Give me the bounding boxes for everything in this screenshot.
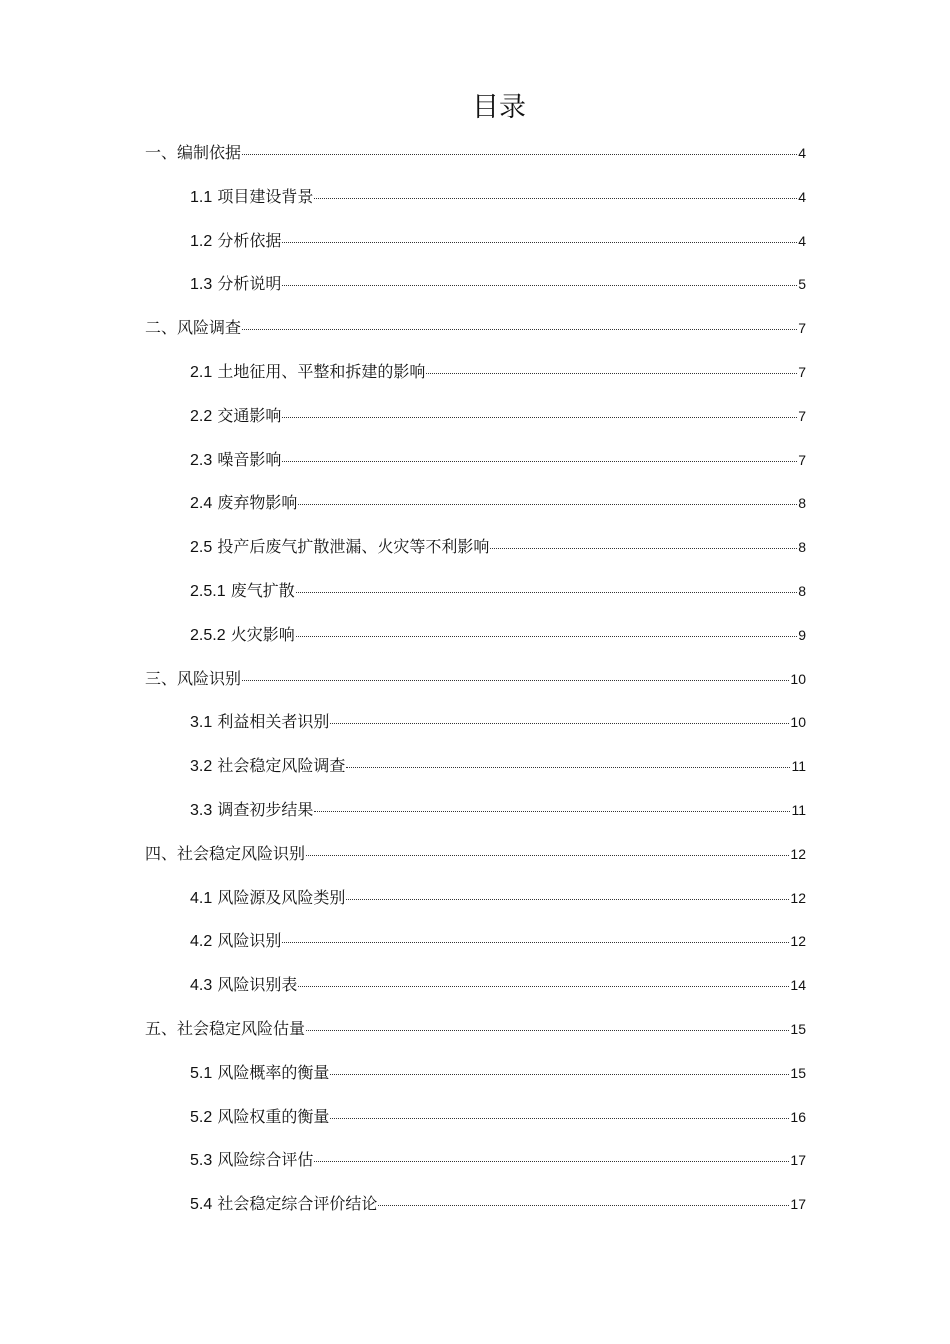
dot-leader xyxy=(282,942,789,943)
toc-entry-label xyxy=(190,1105,329,1130)
dot-leader xyxy=(296,636,798,637)
dot-leader xyxy=(282,285,797,286)
toc-entry-label xyxy=(190,973,297,998)
toc-entry-text: 废气扩散 xyxy=(230,581,295,600)
toc-section-entry[interactable] xyxy=(190,272,806,296)
toc-entry-label xyxy=(190,798,313,823)
dot-leader xyxy=(242,329,797,330)
toc-page-number: 5 xyxy=(798,276,806,293)
dot-leader xyxy=(314,1161,789,1162)
toc-chapter-entry[interactable] xyxy=(145,842,806,866)
toc-entry-text: 社会稳定风险调查 xyxy=(217,756,346,776)
toc-entry-text: 一、编制依据 xyxy=(145,143,242,162)
toc-entry-number: 2.5 xyxy=(190,539,213,557)
toc-entry-number: 2.3 xyxy=(190,451,213,469)
toc-page-number: 7 xyxy=(798,407,806,424)
toc-entry-number: 5.3 xyxy=(190,1152,213,1170)
toc-section-entry[interactable] xyxy=(190,1192,806,1216)
toc-entry-text: 土地征用、平整和拆建的影响 xyxy=(217,362,426,381)
toc-entry-text: 火灾影响 xyxy=(230,624,295,644)
dot-leader xyxy=(282,461,797,462)
toc-entry-text: 风险源及风险类别 xyxy=(217,887,346,907)
toc-section-entry[interactable] xyxy=(190,579,806,603)
dot-leader xyxy=(346,767,790,768)
toc-section-entry[interactable] xyxy=(190,623,806,647)
toc-entry-number: 3.3 xyxy=(190,802,213,819)
toc-page-number: 4 xyxy=(798,145,806,161)
toc-entry-label xyxy=(190,710,329,735)
toc-entry-label xyxy=(190,1192,377,1217)
dot-leader xyxy=(298,986,789,987)
toc-entry-text: 风险识别表 xyxy=(217,975,298,995)
toc-entry-text: 利益相关者识别 xyxy=(217,712,330,732)
toc-entry-number: 1.2 xyxy=(190,232,213,250)
toc-entry-text: 二、风险调查 xyxy=(145,318,242,338)
toc-page-number: 4 xyxy=(798,188,806,205)
toc-section-entry[interactable] xyxy=(190,491,806,515)
toc-page-number: 14 xyxy=(790,977,806,994)
toc-entry-text: 投产后废气扩散泄漏、火灾等不利影响 xyxy=(217,537,490,557)
toc-entry-text: 风险综合评估 xyxy=(217,1150,314,1170)
toc-entry-label xyxy=(190,623,295,648)
dot-leader xyxy=(242,154,797,155)
dot-leader xyxy=(330,1074,789,1075)
toc-entry-text: 四、社会稳定风险识别 xyxy=(145,843,306,863)
toc-entry-label xyxy=(190,229,281,254)
toc-page-number: 11 xyxy=(791,758,806,775)
toc-entry-text: 分析依据 xyxy=(217,230,282,250)
dot-leader xyxy=(306,855,789,856)
toc-page-number: 7 xyxy=(798,364,806,380)
toc-entry-text: 社会稳定综合评价结论 xyxy=(217,1194,378,1214)
toc-entry-text: 交通影响 xyxy=(217,405,282,425)
toc-page-number: 4 xyxy=(798,232,806,249)
toc-entry-text: 噪音影响 xyxy=(217,449,282,469)
toc-page-number: 10 xyxy=(790,714,806,731)
dot-leader xyxy=(282,417,797,418)
dot-leader xyxy=(314,198,797,199)
toc-entry-label xyxy=(190,1061,329,1086)
toc-entry-label xyxy=(190,360,425,385)
dot-leader xyxy=(296,592,798,593)
toc-entry-label xyxy=(145,842,305,866)
toc-entry-label xyxy=(145,141,241,165)
toc-page-number: 12 xyxy=(790,845,806,862)
dot-leader xyxy=(378,1205,789,1206)
dot-leader xyxy=(346,899,789,900)
toc-section-entry[interactable] xyxy=(190,229,806,253)
toc-entry-text: 废弃物影响 xyxy=(217,493,298,513)
dot-leader xyxy=(314,811,790,812)
toc-section-entry[interactable] xyxy=(190,754,806,778)
toc-section-entry[interactable] xyxy=(190,929,806,953)
toc-page-number: 9 xyxy=(798,626,806,643)
toc-section-entry[interactable] xyxy=(190,1105,806,1129)
toc-entry-label xyxy=(190,535,489,560)
toc-page-number: 15 xyxy=(790,1064,806,1081)
toc-entry-text: 三、风险识别 xyxy=(145,668,242,688)
toc-entry-number: 1.3 xyxy=(190,276,213,294)
toc-chapter-entry[interactable] xyxy=(145,1017,806,1041)
toc-entry-number: 2.5.1 xyxy=(190,583,226,600)
toc-chapter-entry[interactable] xyxy=(145,316,806,340)
toc-entry-text: 项目建设背景 xyxy=(217,186,314,206)
toc-entry-text: 风险识别 xyxy=(217,931,282,951)
toc-entry-number: 5.2 xyxy=(190,1108,213,1126)
toc-page-number: 7 xyxy=(798,451,806,468)
toc-entry-number: 5.4 xyxy=(190,1196,213,1214)
toc-entry-label xyxy=(190,272,281,297)
toc-title: 目录 xyxy=(472,92,526,123)
toc-page-number: 10 xyxy=(790,670,806,687)
toc-entry-number: 1.1 xyxy=(190,188,213,206)
toc-chapter-entry[interactable] xyxy=(145,667,806,691)
toc-entry-number: 4.1 xyxy=(190,889,213,907)
toc-entry-label xyxy=(190,579,295,604)
toc-entry-text: 风险权重的衡量 xyxy=(217,1106,330,1126)
toc-section-entry[interactable] xyxy=(190,1061,806,1085)
toc-section-entry[interactable] xyxy=(190,404,806,428)
toc-page-number: 11 xyxy=(791,802,806,818)
toc-entry-number: 3.2 xyxy=(190,758,213,776)
toc-entry-label xyxy=(190,404,281,429)
dot-leader xyxy=(282,242,797,243)
toc-entry-label xyxy=(190,448,281,473)
toc-section-entry[interactable] xyxy=(190,1148,806,1172)
dot-leader xyxy=(306,1030,789,1031)
dot-leader xyxy=(426,373,797,374)
dot-leader xyxy=(242,680,789,681)
toc-page-number: 15 xyxy=(790,1021,806,1037)
toc-entry-label xyxy=(145,667,241,691)
toc-entry-label xyxy=(190,886,345,911)
toc-entry-number: 2.1 xyxy=(190,364,213,381)
toc-page-number: 8 xyxy=(798,495,806,512)
toc-entry-label xyxy=(145,1017,305,1041)
toc-entry-text: 分析说明 xyxy=(217,274,282,294)
toc-page-number: 17 xyxy=(790,1196,806,1213)
dot-leader xyxy=(490,548,797,549)
toc-entry-number: 4.3 xyxy=(190,977,213,995)
toc-page-number: 16 xyxy=(790,1108,806,1125)
toc-entry-label xyxy=(145,316,241,340)
toc-entry-number: 3.1 xyxy=(190,714,213,732)
toc-section-entry[interactable] xyxy=(190,973,806,997)
toc-entry-text: 风险概率的衡量 xyxy=(217,1062,330,1082)
toc-chapter-entry[interactable] xyxy=(145,141,806,165)
toc-entry-number: 2.4 xyxy=(190,495,213,513)
dot-leader xyxy=(330,1118,789,1119)
toc-page-number: 7 xyxy=(798,320,806,337)
toc-entry-label xyxy=(190,929,281,954)
toc-entry-number: 2.2 xyxy=(190,407,213,425)
toc-section-entry[interactable] xyxy=(190,798,806,822)
toc-page-number: 8 xyxy=(798,539,806,556)
toc-section-entry[interactable] xyxy=(190,535,806,559)
toc-entry-text: 调查初步结果 xyxy=(217,800,314,819)
toc-entry-number: 5.1 xyxy=(190,1064,213,1082)
toc-entry-label xyxy=(190,1148,313,1173)
toc-page-number: 8 xyxy=(798,583,806,599)
toc-section-entry[interactable] xyxy=(190,886,806,910)
toc-entry-number: 2.5.2 xyxy=(190,626,226,644)
toc-section-entry[interactable] xyxy=(190,710,806,734)
toc-page-number: 12 xyxy=(790,889,806,906)
toc-page-number: 12 xyxy=(790,933,806,950)
toc-entry-label xyxy=(190,754,345,779)
toc-page-number: 17 xyxy=(790,1152,806,1169)
toc-section-entry[interactable] xyxy=(190,185,806,209)
toc-entry-label xyxy=(190,491,297,516)
toc-entry-label xyxy=(190,185,313,210)
dot-leader xyxy=(298,504,797,505)
dot-leader xyxy=(330,723,789,724)
toc-section-entry[interactable] xyxy=(190,360,806,384)
toc-entry-text: 五、社会稳定风险估量 xyxy=(145,1019,306,1038)
toc-entry-number: 4.2 xyxy=(190,933,213,951)
toc-section-entry[interactable] xyxy=(190,448,806,472)
